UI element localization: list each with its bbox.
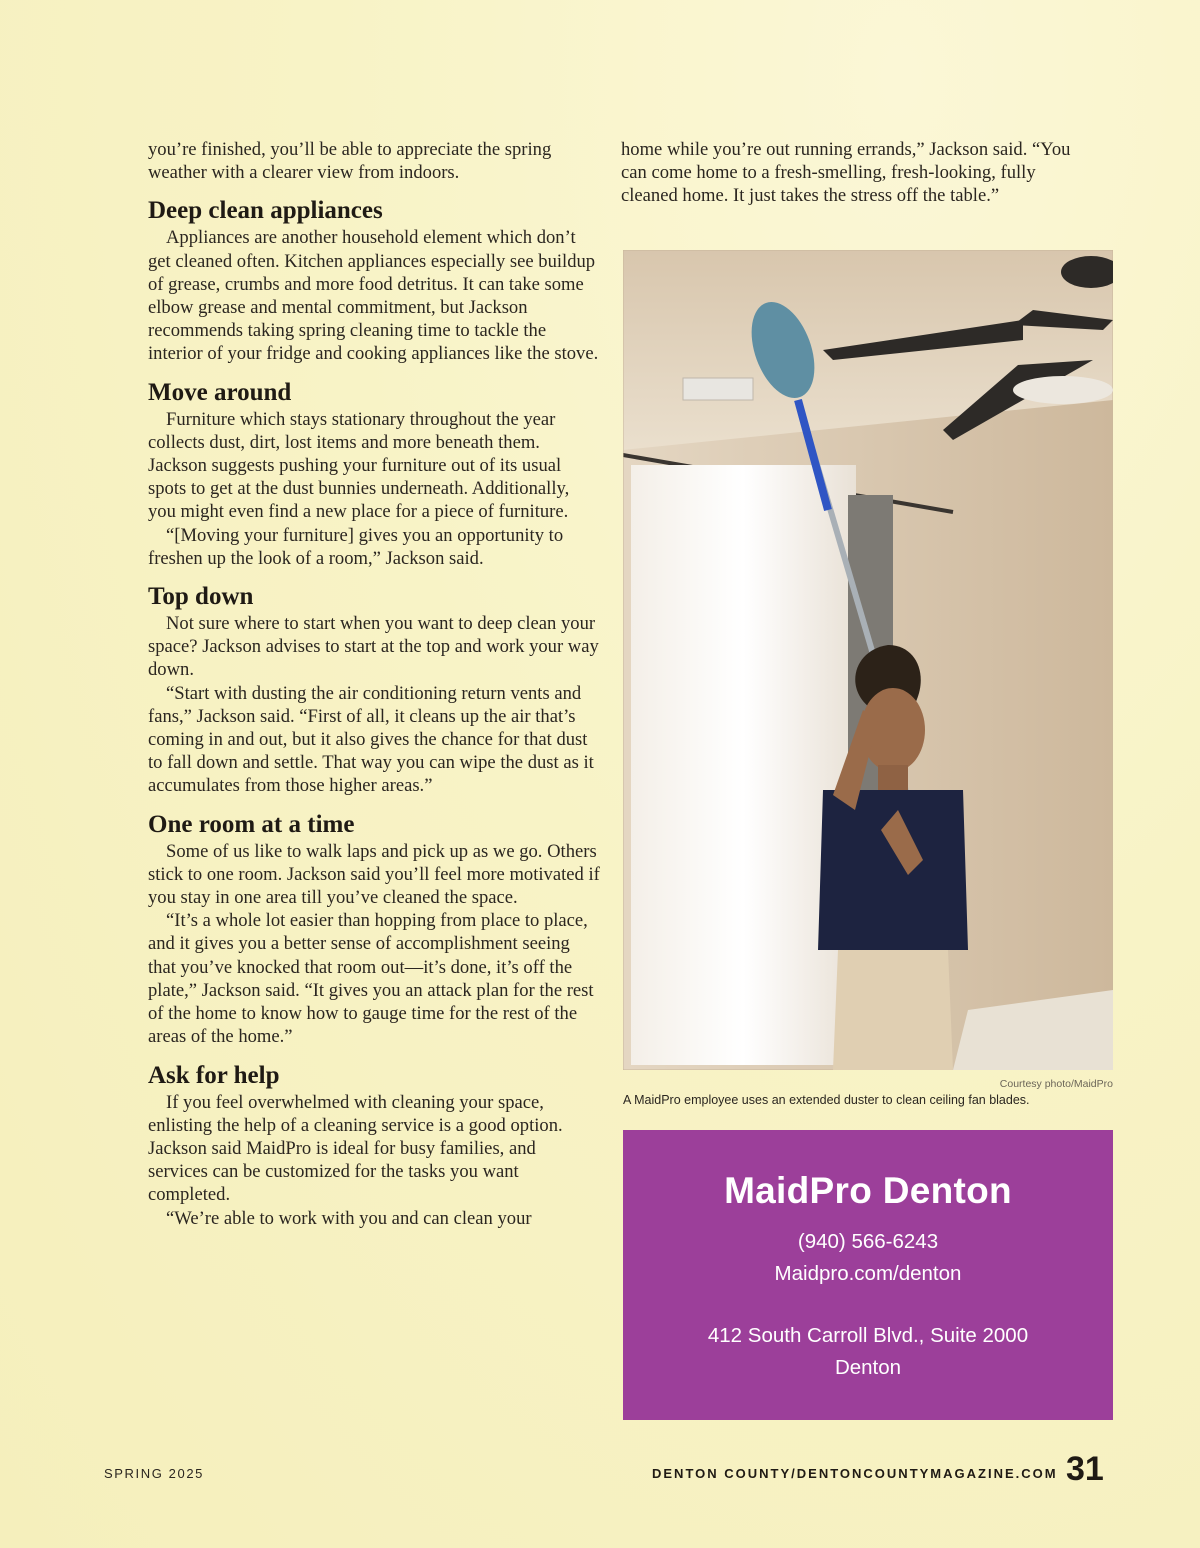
- photo-caption: A MaidPro employee uses an extended duster to clean ceiling fan blades.: [623, 1093, 1030, 1107]
- article-photo: [623, 250, 1113, 1070]
- maidpro-ad-box: [623, 1130, 1113, 1420]
- section-heading: Top down: [148, 583, 254, 611]
- left-article-column: [148, 138, 600, 1230]
- body-paragraph: “We’re able to work with you and can clean your: [166, 1207, 532, 1229]
- section-deep-clean-appliances: [148, 196, 600, 365]
- photo-illustration: [623, 250, 1113, 1070]
- section-one-room-at-a-time: [148, 810, 600, 1049]
- body-paragraph: Appliances are another household element which don’t get cleaned often. Kitchen appliances especially see buildup of grease, crumbs and more food detritus. It can take some elbow grease and mental commitment, but Jackson recommends taking spring cleaning time to tackle the interior of your fridge and cooking appliances like the stove.: [148, 227, 599, 365]
- ad-address: 412 South Carroll Blvd., Suite 2000: [707, 1324, 1029, 1347]
- body-paragraph: Some of us like to walk laps and pick up as we go. Others stick to one room. Jackson said you’ll feel more motivated if you stay in one area till you’ve cleaned the space.: [148, 840, 600, 909]
- section-ask-for-help: [148, 1061, 600, 1230]
- body-paragraph: Not sure where to start when you want to deep clean your space? Jackson advises to start at the top and work your way down.: [148, 613, 599, 681]
- body-paragraph: “[Moving your furniture] gives you an opportunity to freshen up the look of a room,” Jackson said.: [148, 524, 564, 569]
- section-heading: Move around: [148, 378, 292, 406]
- opening-paragraph: you’re finished, you’ll be able to appreciate the spring weather with a clearer view from indoors.: [148, 139, 552, 184]
- page-number: 31: [1066, 1450, 1104, 1488]
- footer-publication: DENTON COUNTY/DENTONCOUNTYMAGAZINE.COM: [652, 1466, 1058, 1481]
- body-paragraph: “Start with dusting the air conditioning return vents and fans,” Jackson said. “First of all, it cleans up the air that’s coming in and out, but it also gives the chance for that dust to fall down and settle. That way you can wipe the dust as it accumulates from those higher areas.”: [148, 682, 594, 797]
- ad-city: Denton: [834, 1356, 902, 1379]
- continuation-paragraph: home while you’re out running errands,” Jackson said. “You can come home to a fresh-smelling, fresh-looking, fully cleaned home. It just takes the stress off the table.”: [621, 139, 1071, 207]
- ad-phone[interactable]: (940) 566-6243: [797, 1230, 939, 1253]
- section-move-around: [148, 378, 600, 570]
- body-paragraph: “It’s a whole lot easier than hopping from place to place, and it gives you a better sense of accomplishment seeing that you’ve knocked that room out—it’s done, it’s off the plate,” Jackson said. “It gives you an attack plan for the rest of the home to know how to gauge time for the rest of the areas of the home.”: [148, 910, 594, 1048]
- ad-business-name: MaidPro Denton: [724, 1170, 1012, 1211]
- section-heading: Ask for help: [148, 1061, 280, 1089]
- ad-website-link[interactable]: Maidpro.com/denton: [774, 1262, 962, 1285]
- right-article-column: [621, 138, 1091, 208]
- body-paragraph: If you feel overwhelmed with cleaning your space, enlisting the help of a cleaning service is a good option. Jackson said MaidPro is ideal for busy families, and services can be customized for the tasks you want completed.: [148, 1091, 563, 1206]
- section-top-down: [148, 582, 600, 798]
- body-paragraph: Furniture which stays stationary throughout the year collects dust, dirt, lost items and more beneath them. Jackson suggests pushing your furniture out of its usual spots to get at the dust bunnies underneath. Additionally, you might even find a new place for a piece of furniture.: [148, 408, 570, 523]
- section-heading: Deep clean appliances: [148, 197, 383, 225]
- photo-credit: Courtesy photo/MaidPro: [999, 1078, 1113, 1090]
- section-heading: One room at a time: [148, 810, 355, 838]
- footer-issue: SPRING 2025: [104, 1466, 204, 1481]
